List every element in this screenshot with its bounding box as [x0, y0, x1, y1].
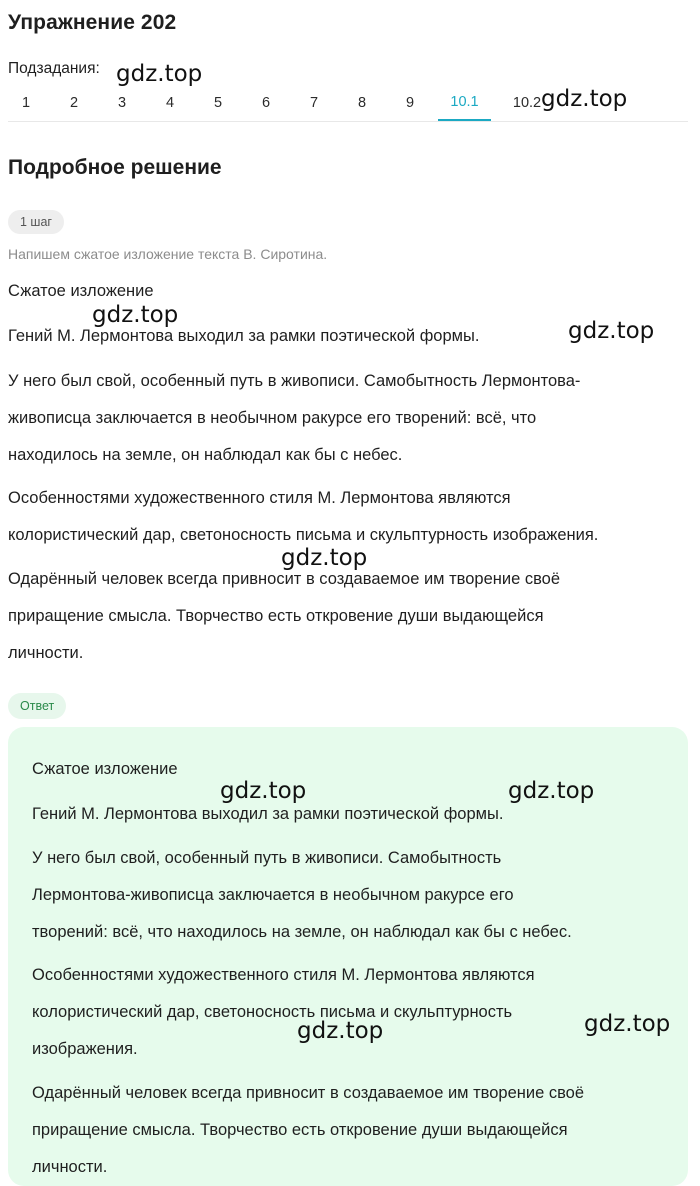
watermark: gdz.top [584, 1011, 671, 1037]
tab-8[interactable]: 8 [357, 94, 367, 111]
text-line: У него был свой, особенный путь в живописи. Самобытность [32, 849, 502, 867]
answer-paragraph [32, 840, 662, 951]
solution-paragraph [8, 480, 688, 554]
text-line: Одарённый человек всегда привносит в создаваемое им творение своё [32, 1084, 585, 1102]
tab-5[interactable]: 5 [213, 94, 223, 111]
text-line: колористический дар, светоносность письма и скульптурность [32, 1003, 513, 1021]
answer-paragraph [32, 796, 662, 833]
text-line: творений: всё, что находилось на земле, он наблюдал как бы с небес. [32, 923, 572, 941]
text-line: приращение смысла. Творчество есть откровение души выдающейся [8, 607, 544, 625]
text-line: У него был свой, особенный путь в живописи. Самобытность Лермонтова- [8, 372, 581, 390]
text-line: колористический дар, светоносность письма и скульптурность изображения. [8, 526, 599, 544]
watermark: gdz.top [220, 778, 307, 804]
text-line: Гений М. Лермонтова выходил за рамки поэтической формы. [8, 327, 480, 345]
subtask-tabs [8, 84, 688, 122]
tab-6[interactable]: 6 [261, 94, 271, 111]
solution-heading: Сжатое изложение [8, 282, 154, 300]
text-line: Особенностями художественного стиля М. Лермонтова являются [32, 966, 535, 984]
text-line: Особенностями художественного стиля М. Лермонтова являются [8, 489, 511, 507]
answer-paragraph [32, 1075, 662, 1186]
watermark: gdz.top [116, 61, 203, 87]
answer-box [8, 727, 688, 1186]
text-line: личности. [8, 644, 84, 662]
answer-badge: Ответ [8, 693, 66, 719]
text-line: приращение смысла. Творчество есть откровение души выдающейся [32, 1121, 568, 1139]
answer-heading: Сжатое изложение [32, 760, 178, 778]
watermark: gdz.top [281, 545, 368, 571]
text-line: живописца заключается в необычном ракурсе его творений: всё, что [8, 409, 537, 427]
text-line: Лермонтова-живописца заключается в необычном ракурсе его [32, 886, 514, 904]
watermark: gdz.top [508, 778, 595, 804]
solution-intro: Напишем сжатое изложение текста В. Сиротина. [8, 246, 328, 262]
tab-4[interactable]: 4 [165, 94, 175, 111]
tab-7[interactable]: 7 [309, 94, 319, 111]
solution-title: Подробное решение [8, 156, 222, 179]
text-line: Гений М. Лермонтова выходил за рамки поэтической формы. [32, 805, 504, 823]
watermark: gdz.top [297, 1018, 384, 1044]
step-badge: 1 шаг [8, 210, 64, 234]
tab-9[interactable]: 9 [405, 94, 415, 111]
text-line: Одарённый человек всегда привносит в создаваемое им творение своё [8, 570, 561, 588]
solution-paragraph [8, 561, 688, 672]
watermark: gdz.top [92, 302, 179, 328]
solution-paragraph [8, 318, 688, 355]
subtasks-label: Подзадания: [8, 60, 100, 77]
tab-10-2[interactable]: 10.2 [512, 94, 542, 111]
tab-3[interactable]: 3 [117, 94, 127, 111]
watermark: gdz.top [568, 318, 655, 344]
text-line: личности. [32, 1158, 108, 1176]
tab-1[interactable]: 1 [21, 94, 31, 111]
page-title: Упражнение 202 [8, 11, 177, 34]
tab-2[interactable]: 2 [69, 94, 79, 111]
solution-paragraph [8, 363, 688, 474]
watermark: gdz.top [541, 86, 628, 112]
tab-10-1[interactable]: 10.1 [438, 84, 491, 121]
text-line: находилось на земле, он наблюдал как бы с небес. [8, 446, 403, 464]
text-line: изображения. [32, 1040, 138, 1058]
answer-paragraph [32, 957, 662, 1068]
